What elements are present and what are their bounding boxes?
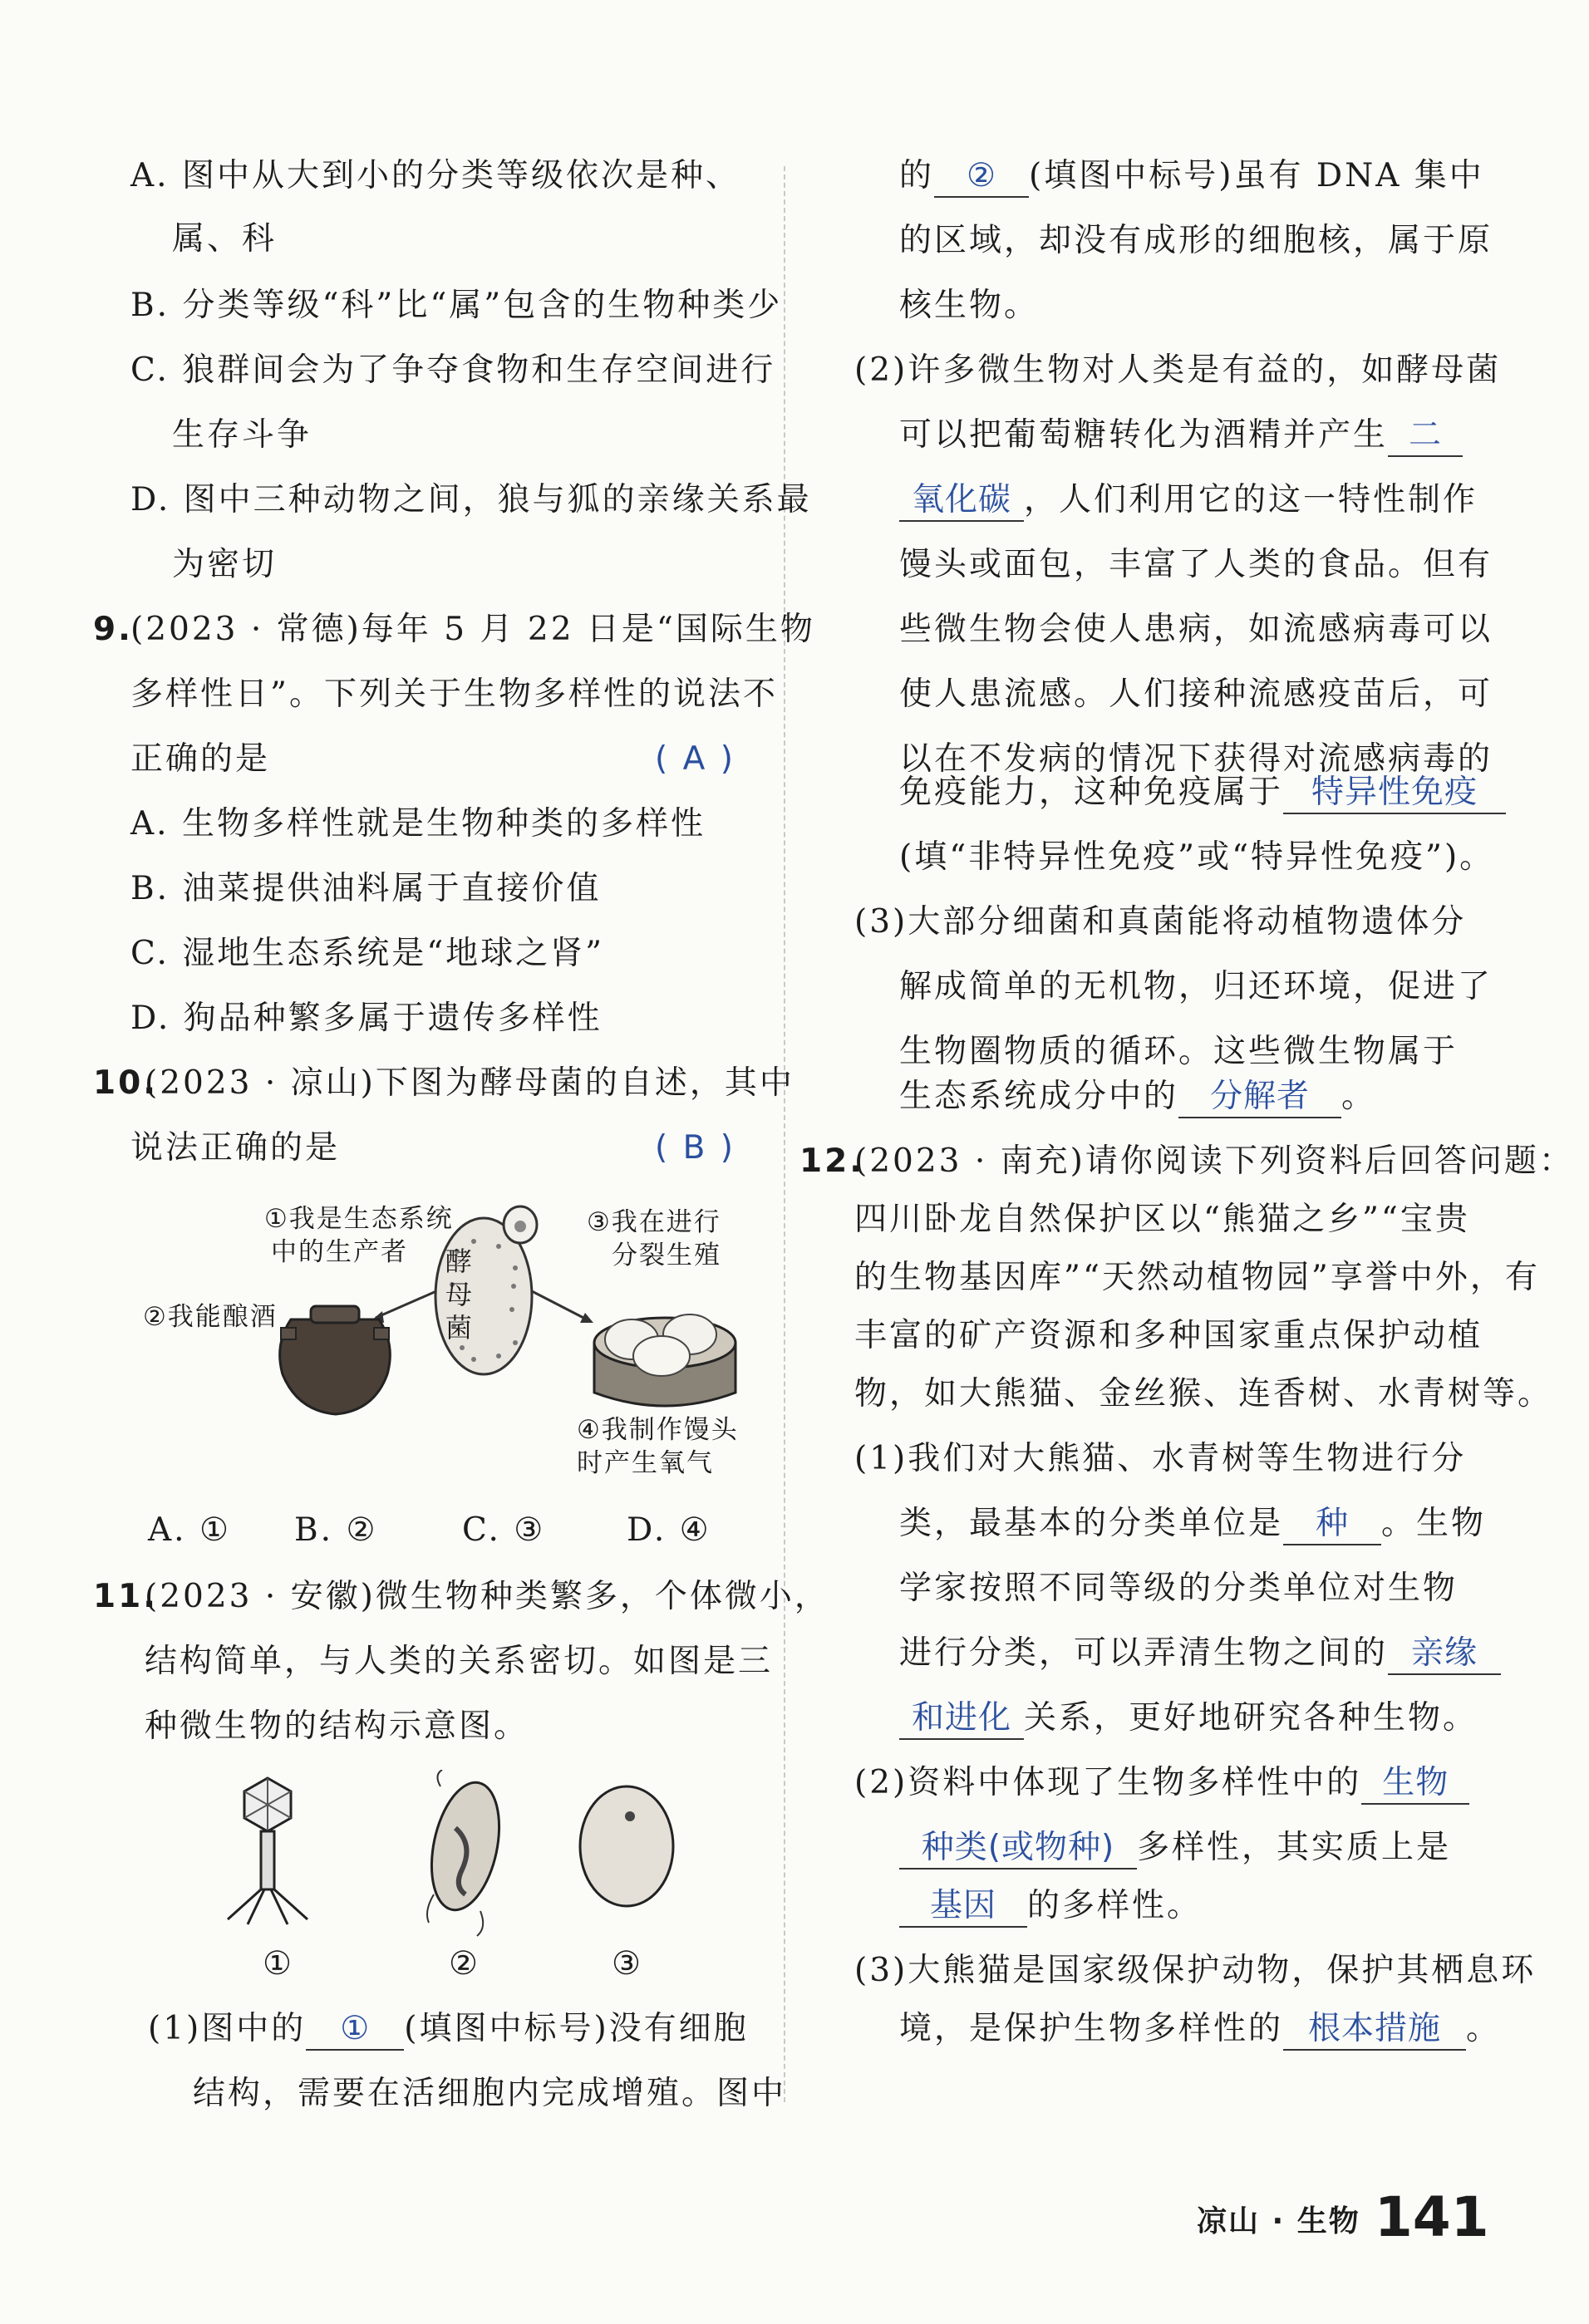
bacterium-icon <box>421 1770 510 1936</box>
q10-choice-a[interactable]: A. ① <box>148 1511 231 1549</box>
microbe-label-3: ③ <box>612 1945 643 1983</box>
q9-option-b[interactable]: B. 油菜提供油料属于直接价值 <box>130 870 602 907</box>
q12-stem-line5: 物，如大熊猫、金丝猴、连香树、水青树等。 <box>854 1375 1553 1413</box>
q11-part1-line3: 的 ② (填图中标号)虽有 DNA 集中 <box>899 156 1484 198</box>
book-title: 凉山 · 生物 <box>1197 2204 1360 2238</box>
q12-part2-line1: (2)资料中体现了生物多样性中的 生物 <box>854 1763 1469 1805</box>
microbe-label-2: ② <box>449 1945 480 1983</box>
q9-stem-line1: (2023 · 常德)每年 5 月 22 日是“国际生物 <box>130 611 815 648</box>
yeast-label-2: ②我能酿酒 <box>143 1302 278 1332</box>
q9-option-d[interactable]: D. 狗品种繁多属于遗传多样性 <box>130 1000 603 1037</box>
yeast-cell-label: 酵 母 菌 <box>445 1246 472 1344</box>
q12-part1-line3: 学家按照不同等级的分类单位对生物 <box>899 1570 1459 1607</box>
q11-stem-line3: 种微生物的结构示意图。 <box>145 1707 529 1745</box>
q12-part1-line4: 进行分类，可以弄清生物之间的 亲缘 <box>899 1634 1501 1675</box>
q11-part2-line9: (填“非特异性免疫”或“特异性免疫”)。 <box>899 838 1495 876</box>
q11-blank-2[interactable]: ② <box>934 156 1029 198</box>
q11-part2-line8: 免疫能力，这种免疫属于 特异性免疫 <box>899 773 1506 814</box>
q8-option-a-cont: 属、科 <box>172 220 278 258</box>
q12-number: 12. <box>799 1142 865 1180</box>
q11-part1-line5: 核生物。 <box>899 287 1040 324</box>
q12-part1-line1: (1)我们对大熊猫、水青树等生物进行分 <box>854 1440 1467 1477</box>
q9-option-a[interactable]: A. 生物多样性就是生物种类的多样性 <box>130 805 706 843</box>
q11-blank-5[interactable]: 分解者 <box>1178 1077 1341 1118</box>
wine-jar-icon <box>280 1306 391 1414</box>
q8-option-c[interactable]: C. 狼群间会为了争夺食物和生存空间进行 <box>130 351 776 389</box>
q11-part1-line2: 结构，需要在活细胞内完成增殖。图中 <box>193 2075 787 2112</box>
microbe-figure <box>216 1770 681 1961</box>
q11-part3-line2: 解成简单的无机物，归还环境，促进了 <box>899 968 1493 1005</box>
q8-option-d-cont: 为密切 <box>172 546 278 583</box>
q9-number: 9. <box>93 611 133 648</box>
q12-stem-line2: 四川卧龙自然保护区以“熊猫之乡”“宝贵 <box>854 1201 1470 1238</box>
q12-blank-3a[interactable]: 生物 <box>1361 1763 1469 1805</box>
q10-stem-line2: 说法正确的是 <box>130 1129 341 1167</box>
q11-blank-3b[interactable]: 氧化碳 <box>899 480 1024 522</box>
q10-answer: ( B ) <box>655 1129 735 1167</box>
q12-blank-5[interactable]: 根本措施 <box>1283 2009 1466 2051</box>
q12-stem-line3: 的生物基因库”“天然动植物园”享誉中外，有 <box>854 1259 1540 1296</box>
page-number: 141 <box>1374 2185 1489 2249</box>
q12-blank-4[interactable]: 基因 <box>899 1886 1027 1928</box>
q11-part3-line4: 生态系统成分中的 分解者 。 <box>899 1077 1376 1118</box>
q12-part3-line1: (3)大熊猫是国家级保护动物，保护其栖息环 <box>854 1952 1537 1989</box>
q12-part1-line2: 类，最基本的分类单位是 种 。生物 <box>899 1504 1486 1545</box>
q11-blank-1[interactable]: ① <box>306 2009 404 2051</box>
q11-part2-line3: 氧化碳 ，人们利用它的这一特性制作 <box>899 480 1478 522</box>
q11-number: 11. <box>93 1578 159 1615</box>
q12-part1-line5: 和进化 关系，更好地研究各种生物。 <box>899 1698 1478 1740</box>
q8-option-c-cont: 生存斗争 <box>172 416 312 454</box>
q11-stem-line1: (2023 · 安徽)微生物种类繁多，个体微小， <box>145 1578 829 1615</box>
steamed-buns-icon <box>594 1314 735 1406</box>
q11-part2-line1: (2)许多微生物对人类是有益的，如酵母菌 <box>854 351 1502 389</box>
q11-part2-line4: 馒头或面包，丰富了人类的食品。但有 <box>899 546 1493 583</box>
microbe-label-1: ① <box>263 1945 294 1983</box>
q8-option-d[interactable]: D. 图中三种动物之间，狼与狐的亲缘关系最 <box>130 481 812 518</box>
q11-part2-line5: 些微生物会使人患病，如流感病毒可以 <box>899 611 1493 648</box>
yeast-cell-2-icon <box>580 1786 673 1906</box>
yeast-label-4-cont: 时产生氧气 <box>577 1448 714 1478</box>
q9-stem-line2: 多样性日”。下列关于生物多样性的说法不 <box>130 676 778 713</box>
q9-answer: ( A ) <box>655 740 735 778</box>
q10-number: 10. <box>93 1064 159 1102</box>
q10-choice-b[interactable]: B. ② <box>294 1511 378 1549</box>
yeast-illustration <box>266 1193 765 1426</box>
q8-option-b[interactable]: B. 分类等级“科”比“属”包含的生物种类少 <box>130 287 783 324</box>
q9-option-c[interactable]: C. 湿地生态系统是“地球之肾” <box>130 935 605 972</box>
q11-part1-line4: 的区域，却没有成形的细胞核，属于原 <box>899 222 1493 259</box>
q12-blank-1[interactable]: 种 <box>1283 1504 1381 1545</box>
q12-part2-line3: 基因 的多样性。 <box>899 1886 1202 1928</box>
q11-part3-line3: 生物圈物质的循环。这些微生物属于 <box>899 1033 1459 1070</box>
q10-choice-d[interactable]: D. ④ <box>627 1511 711 1549</box>
yeast-label-3: ③我在进行 <box>587 1207 721 1237</box>
yeast-label-3-cont: 分裂生殖 <box>612 1241 721 1270</box>
q12-blank-3b[interactable]: 种类(或物种) <box>899 1828 1137 1870</box>
yeast-label-4: ④我制作馒头 <box>577 1415 739 1445</box>
q12-stem-line4: 丰富的矿产资源和多种国家重点保护动植 <box>854 1317 1483 1354</box>
q12-part3-line2: 境，是保护生物多样性的 根本措施 。 <box>899 2009 1501 2051</box>
q11-part3-line1: (3)大部分细菌和真菌能将动植物遗体分 <box>854 903 1467 941</box>
q11-part2-line6: 使人患流感。人们接种流感疫苗后，可 <box>899 676 1493 713</box>
yeast-label-1: ①我是生态系统 <box>264 1204 454 1234</box>
column-divider <box>784 166 785 2102</box>
q8-option-a[interactable]: A. 图中从大到小的分类等级依次是种、 <box>130 157 740 194</box>
yeast-label-1-cont: 中的生产者 <box>271 1237 408 1267</box>
virus-icon <box>228 1778 307 1924</box>
q12-part2-line2: 种类(或物种) 多样性，其实质上是 <box>899 1828 1451 1870</box>
q12-blank-2a[interactable]: 亲缘 <box>1388 1634 1501 1675</box>
q10-choice-c[interactable]: C. ③ <box>462 1511 546 1549</box>
page-footer <box>1197 2185 1489 2249</box>
q9-stem-line3: 正确的是 <box>130 740 271 778</box>
q11-blank-3a[interactable]: 二 <box>1388 415 1463 457</box>
q12-stem-line1: (2023 · 南充)请你阅读下列资料后回答问题： <box>854 1142 1574 1180</box>
q11-part2-line2: 可以把葡萄糖转化为酒精并产生 二 <box>899 415 1463 457</box>
q11-stem-line2: 结构简单，与人类的关系密切。如图是三 <box>145 1643 774 1680</box>
q10-stem-line1: (2023 · 凉山)下图为酵母菌的自述，其中 <box>145 1064 794 1102</box>
q11-part2-line7: 以在不发病的情况下获得对流感病毒的 <box>899 740 1493 778</box>
q11-part1-line1: (1)图中的 ① (填图中标号)没有细胞 <box>148 2009 749 2051</box>
q11-blank-4[interactable]: 特异性免疫 <box>1283 773 1506 814</box>
q12-blank-2b[interactable]: 和进化 <box>899 1698 1024 1740</box>
